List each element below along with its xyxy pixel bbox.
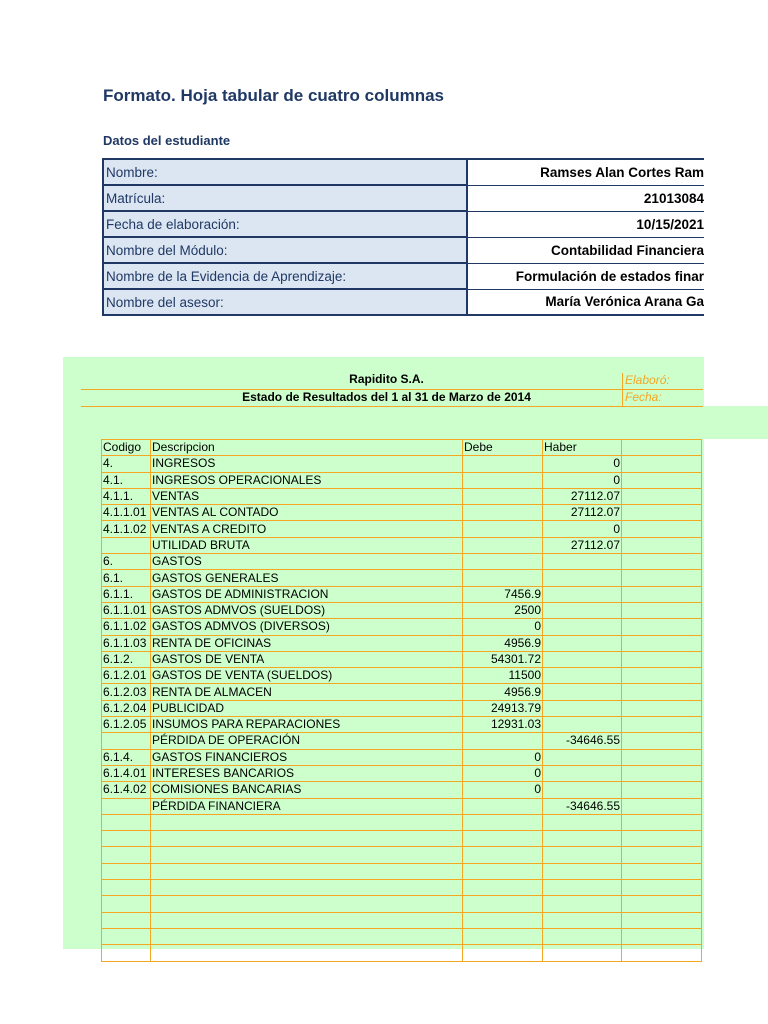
ledger-code — [102, 733, 151, 749]
table-row-empty — [102, 863, 702, 879]
ledger-debit: 12931.03 — [463, 717, 543, 733]
ledger-description: GASTOS — [151, 554, 463, 570]
ledger-cell-empty — [622, 847, 702, 863]
ledger-cell-empty — [622, 928, 702, 944]
ledger-credit — [543, 651, 622, 667]
ledger-cell-empty — [102, 880, 151, 896]
ledger-cell-empty — [151, 880, 463, 896]
ledger-credit: 27112.07 — [543, 488, 622, 504]
ledger-description: PÉRDIDA DE OPERACIÓN — [151, 733, 463, 749]
ledger-debit — [463, 798, 543, 814]
ledger-header-row — [102, 440, 702, 456]
ledger-code: 6.1.1.01 — [102, 602, 151, 618]
ledger-cell-empty — [622, 440, 702, 456]
ledger-cell-empty — [543, 847, 622, 863]
ledger-column-header: Haber — [543, 440, 622, 456]
ledger-credit: 27112.07 — [543, 537, 622, 553]
ledger-cell-empty — [622, 733, 702, 749]
ledger-code: 6.1.2.01 — [102, 668, 151, 684]
ledger-cell-empty — [543, 831, 622, 847]
table-row-empty — [102, 831, 702, 847]
table-row — [102, 651, 702, 667]
ledger-cell-empty — [622, 619, 702, 635]
info-row — [103, 289, 704, 315]
ledger-credit: -34646.55 — [543, 733, 622, 749]
table-row-empty — [102, 880, 702, 896]
ledger-cell-empty — [543, 928, 622, 944]
ledger-code: 4.1.1. — [102, 488, 151, 504]
ledger-description: VENTAS — [151, 488, 463, 504]
ledger-credit — [543, 782, 622, 798]
ledger-credit — [543, 749, 622, 765]
table-row — [102, 488, 702, 504]
table-row-empty — [102, 847, 702, 863]
table-row — [102, 635, 702, 651]
ledger-debit: 7456.9 — [463, 586, 543, 602]
ledger-description: RENTA DE OFICINAS — [151, 635, 463, 651]
ledger-credit: 0 — [543, 456, 622, 472]
ledger-debit — [463, 456, 543, 472]
ledger-cell-empty — [463, 847, 543, 863]
ledger-cell-empty — [151, 945, 463, 961]
ledger-credit: 0 — [543, 472, 622, 488]
ledger-description: UTILIDAD BRUTA — [151, 537, 463, 553]
ledger-description: GASTOS GENERALES — [151, 570, 463, 586]
ledger-cell-empty — [102, 896, 151, 912]
ledger-cell-empty — [622, 505, 702, 521]
ledger-description: VENTAS A CREDITO — [151, 521, 463, 537]
info-row — [103, 211, 704, 237]
ledger-debit — [463, 488, 543, 504]
table-row — [102, 782, 702, 798]
ledger-cell-empty — [151, 831, 463, 847]
ledger-credit — [543, 570, 622, 586]
divider-line — [81, 389, 703, 390]
divider-line — [81, 406, 703, 407]
table-row — [102, 765, 702, 781]
table-row — [102, 733, 702, 749]
ledger-cell-empty — [622, 586, 702, 602]
info-row — [103, 185, 704, 211]
ledger-cell-empty — [622, 831, 702, 847]
ledger-cell-empty — [463, 945, 543, 961]
ledger-debit: 24913.79 — [463, 700, 543, 716]
ledger-code: 6.1.2. — [102, 651, 151, 667]
ledger-cell-empty — [543, 945, 622, 961]
ledger-cell-empty — [622, 651, 702, 667]
ledger-cell-empty — [622, 880, 702, 896]
ledger-debit: 11500 — [463, 668, 543, 684]
ledger-code: 6.1.2.04 — [102, 700, 151, 716]
ledger-description: COMISIONES BANCARIAS — [151, 782, 463, 798]
ledger-description: PÉRDIDA FINANCIERA — [151, 798, 463, 814]
ledger-cell-empty — [463, 831, 543, 847]
student-info-table — [102, 158, 704, 316]
ledger-column-header: Codigo — [102, 440, 151, 456]
ledger-cell-empty — [151, 814, 463, 830]
ledger-cell-empty — [463, 880, 543, 896]
ledger-cell-empty — [622, 749, 702, 765]
company-name: Rapidito S.A. — [349, 372, 424, 386]
ledger-code: 6.1.1.03 — [102, 635, 151, 651]
ledger-code — [102, 537, 151, 553]
ledger-debit — [463, 537, 543, 553]
ledger-credit — [543, 684, 622, 700]
ledger-cell-empty — [543, 912, 622, 928]
fecha-label: Fecha: — [622, 390, 705, 406]
table-row-empty — [102, 928, 702, 944]
ledger-cell-empty — [622, 456, 702, 472]
ledger-code: 6.1.1. — [102, 586, 151, 602]
ledger-cell-empty — [151, 896, 463, 912]
ledger-cell-empty — [622, 635, 702, 651]
info-label: Nombre del asesor: — [103, 289, 467, 315]
ledger-cell-empty — [151, 928, 463, 944]
page-title: Formato. Hoja tabular de cuatro columnas — [103, 86, 445, 105]
section-subtitle: Datos del estudiante — [103, 133, 231, 148]
table-row — [102, 472, 702, 488]
ledger-credit: 27112.07 — [543, 505, 622, 521]
info-label: Nombre de la Evidencia de Aprendizaje: — [103, 263, 467, 289]
ledger-cell-empty — [463, 896, 543, 912]
info-row — [103, 237, 704, 263]
ledger-credit: -34646.55 — [543, 798, 622, 814]
ledger-debit: 2500 — [463, 602, 543, 618]
ledger-code: 6.1.4.02 — [102, 782, 151, 798]
ledger-code: 4.1. — [102, 472, 151, 488]
ledger-cell-empty — [102, 945, 151, 961]
ledger-cell-empty — [622, 798, 702, 814]
ledger-code: 6.1.2.05 — [102, 717, 151, 733]
ledger-column-header: Descripcion — [151, 440, 463, 456]
ledger-cell-empty — [102, 912, 151, 928]
ledger-code: 4.1.1.02 — [102, 521, 151, 537]
table-row-empty — [102, 814, 702, 830]
ledger-description: VENTAS AL CONTADO — [151, 505, 463, 521]
ledger-credit — [543, 668, 622, 684]
ledger-cell-empty — [622, 765, 702, 781]
ledger-cell-empty — [622, 863, 702, 879]
ledger-code: 6.1.1.02 — [102, 619, 151, 635]
info-label: Matrícula: — [103, 185, 467, 211]
ledger-credit — [543, 554, 622, 570]
info-value: 21013084 — [467, 185, 704, 211]
table-row — [102, 586, 702, 602]
ledger-description: GASTOS ADMVOS (DIVERSOS) — [151, 619, 463, 635]
ledger-description: GASTOS DE VENTA — [151, 651, 463, 667]
table-row-empty — [102, 912, 702, 928]
ledger-description: PUBLICIDAD — [151, 700, 463, 716]
ledger-cell-empty — [102, 847, 151, 863]
ledger-credit — [543, 619, 622, 635]
table-row — [102, 798, 702, 814]
ledger-debit — [463, 733, 543, 749]
ledger-cell-empty — [463, 928, 543, 944]
ledger-code: 6.1.2.03 — [102, 684, 151, 700]
ledger-cell-empty — [622, 814, 702, 830]
ledger-credit — [543, 717, 622, 733]
ledger-cell-empty — [622, 945, 702, 961]
ledger-cell-empty — [151, 847, 463, 863]
ledger-description: GASTOS FINANCIEROS — [151, 749, 463, 765]
ledger-debit — [463, 472, 543, 488]
ledger-code: 4.1.1.01 — [102, 505, 151, 521]
ledger-cell-empty — [543, 814, 622, 830]
ledger-credit — [543, 586, 622, 602]
ledger-code: 6.1.4. — [102, 749, 151, 765]
ledger-credit — [543, 765, 622, 781]
ledger-cell-empty — [151, 863, 463, 879]
ledger-credit — [543, 700, 622, 716]
table-row — [102, 684, 702, 700]
ledger-cell-empty — [543, 896, 622, 912]
table-row — [102, 554, 702, 570]
ledger-debit — [463, 570, 543, 586]
ledger-debit — [463, 554, 543, 570]
ledger-code: 4. — [102, 456, 151, 472]
ledger-code — [102, 798, 151, 814]
ledger-description: GASTOS DE ADMINISTRACION — [151, 586, 463, 602]
ledger-debit — [463, 521, 543, 537]
ledger-cell-empty — [463, 863, 543, 879]
ledger-cell-empty — [102, 814, 151, 830]
table-row — [102, 602, 702, 618]
ledger-debit: 4956.9 — [463, 684, 543, 700]
ledger-credit — [543, 635, 622, 651]
ledger-description: RENTA DE ALMACEN — [151, 684, 463, 700]
ledger-description: GASTOS DE VENTA (SUELDOS) — [151, 668, 463, 684]
info-row — [103, 159, 704, 185]
info-label: Fecha de elaboración: — [103, 211, 467, 237]
ledger-cell-empty — [543, 880, 622, 896]
ledger-cell-empty — [622, 700, 702, 716]
ledger-description: INSUMOS PARA REPARACIONES — [151, 717, 463, 733]
ledger-debit: 0 — [463, 749, 543, 765]
table-row — [102, 749, 702, 765]
ledger-description: INTERESES BANCARIOS — [151, 765, 463, 781]
ledger-cell-empty — [622, 782, 702, 798]
table-row — [102, 717, 702, 733]
ledger-description: INGRESOS — [151, 456, 463, 472]
ledger-cell-empty — [622, 521, 702, 537]
info-label: Nombre del Módulo: — [103, 237, 467, 263]
ledger-debit — [463, 505, 543, 521]
ledger-code: 6. — [102, 554, 151, 570]
ledger-cell-empty — [622, 488, 702, 504]
table-row — [102, 619, 702, 635]
ledger-description: GASTOS ADMVOS (SUELDOS) — [151, 602, 463, 618]
ledger-cell-empty — [543, 863, 622, 879]
ledger-cell-empty — [622, 537, 702, 553]
ledger-cell-empty — [622, 912, 702, 928]
info-row — [103, 263, 704, 289]
ledger-description: INGRESOS OPERACIONALES — [151, 472, 463, 488]
table-row — [102, 505, 702, 521]
table-row-empty — [102, 896, 702, 912]
ledger-code: 6.1. — [102, 570, 151, 586]
ledger-code: 6.1.4.01 — [102, 765, 151, 781]
table-row-empty — [102, 945, 702, 961]
ledger-cell-empty — [622, 896, 702, 912]
ledger-table — [101, 439, 702, 962]
ledger-cell-empty — [622, 668, 702, 684]
ledger-debit: 4956.9 — [463, 635, 543, 651]
report-title: Estado de Resultados del 1 al 31 de Marzo de 2014 — [242, 390, 531, 404]
info-value: 10/15/2021 — [467, 211, 704, 237]
ledger-cell-empty — [151, 912, 463, 928]
info-value: Contabilidad Financiera — [467, 237, 704, 263]
statement-background-tab — [704, 406, 768, 439]
table-row — [102, 570, 702, 586]
ledger-cell-empty — [102, 831, 151, 847]
table-row — [102, 537, 702, 553]
info-value: Formulación de estados finar — [467, 263, 704, 289]
ledger-credit — [543, 602, 622, 618]
info-value: Ramses Alan Cortes Ram — [467, 159, 704, 185]
ledger-debit: 54301.72 — [463, 651, 543, 667]
ledger-cell-empty — [102, 928, 151, 944]
ledger-cell-empty — [622, 472, 702, 488]
elaboro-label: Elaboró: — [622, 373, 705, 389]
ledger-cell-empty — [622, 570, 702, 586]
table-row — [102, 456, 702, 472]
ledger-debit: 0 — [463, 619, 543, 635]
ledger-column-header: Debe — [463, 440, 543, 456]
ledger-credit: 0 — [543, 521, 622, 537]
table-row — [102, 668, 702, 684]
info-label: Nombre: — [103, 159, 467, 185]
ledger-cell-empty — [463, 912, 543, 928]
ledger-cell-empty — [622, 684, 702, 700]
ledger-cell-empty — [622, 717, 702, 733]
ledger-cell-empty — [102, 863, 151, 879]
ledger-debit: 0 — [463, 765, 543, 781]
info-value: María Verónica Arana Ga — [467, 289, 704, 315]
ledger-cell-empty — [463, 814, 543, 830]
ledger-cell-empty — [622, 602, 702, 618]
table-row — [102, 700, 702, 716]
ledger-debit: 0 — [463, 782, 543, 798]
ledger-cell-empty — [622, 554, 702, 570]
table-row — [102, 521, 702, 537]
